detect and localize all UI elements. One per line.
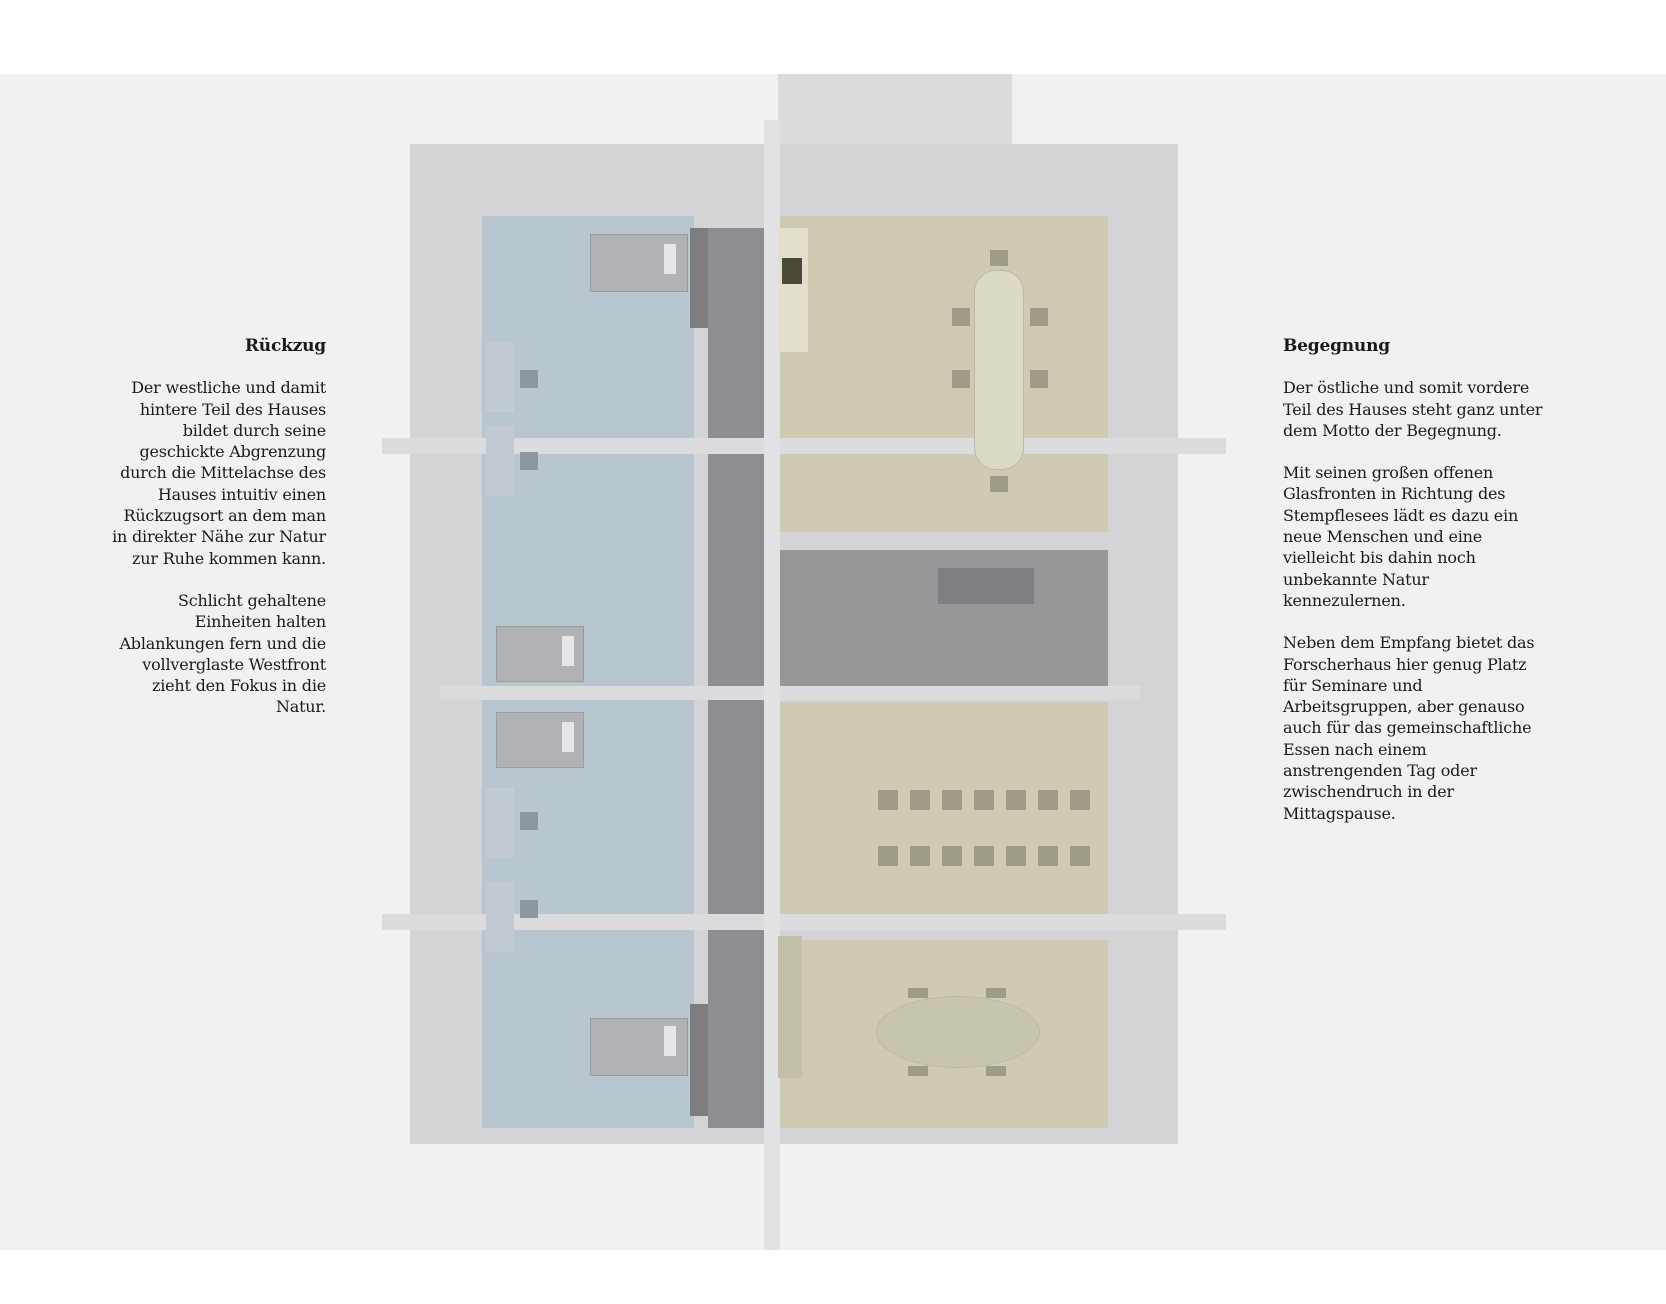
desk-3 <box>486 788 514 858</box>
chair-east-1 <box>990 250 1008 266</box>
seminar-seating <box>878 790 1092 874</box>
left-title: Rückzug <box>244 336 326 356</box>
pillow-2 <box>562 636 574 666</box>
kitchen-appliance <box>782 258 802 284</box>
wardrobe-north <box>690 228 708 328</box>
right-title: Begegnung <box>1283 336 1390 356</box>
dining-sideboard <box>778 936 802 1078</box>
entrance-block <box>778 74 1012 154</box>
chair-west-4 <box>520 900 538 918</box>
chair-west-2 <box>520 452 538 470</box>
central-corridor <box>708 228 764 1128</box>
cross-axis-middle <box>440 686 1140 700</box>
chair-dining-3 <box>908 1066 928 1076</box>
chair-west-3 <box>520 812 538 830</box>
pillow-4 <box>664 1026 676 1056</box>
chair-east-2 <box>952 308 970 326</box>
pillow-3 <box>562 722 574 752</box>
chair-dining-4 <box>986 1066 1006 1076</box>
chair-dining-2 <box>986 988 1006 998</box>
kitchen-counter <box>778 228 808 352</box>
conference-table <box>974 270 1024 470</box>
right-paragraph-1: Der östliche und somit vordere Teil des Hauses steht ganz unter dem Motto der Begegnung. <box>1283 378 1543 440</box>
right-text-column <box>1283 336 1543 845</box>
right-paragraph-2: Mit seinen großen offenen Glasfronten in Richtung des Stempflesees lädt es dazu ein neue Menschen und eine vielleicht bis dahin noch unbekannte Natur kennezulernen. <box>1283 463 1519 610</box>
chair-east-5 <box>1030 370 1048 388</box>
east-wing-area-north <box>778 216 1108 532</box>
chair-west-1 <box>520 370 538 388</box>
right-paragraph-3: Neben dem Empfang bietet das Forscherhaus hier genug Platz für Seminare und Arbeitsgruppen, aber genauso auch für das gemeinschaftliche Essen nach einem anstrengenden Tag oder zwischendruch in der Mittagspause. <box>1283 633 1535 823</box>
chair-dining-1 <box>908 988 928 998</box>
chair-east-4 <box>952 370 970 388</box>
desk-2 <box>486 426 514 496</box>
pillow-1 <box>664 244 676 274</box>
desk-1 <box>486 342 514 412</box>
desk-4 <box>486 882 514 952</box>
chair-east-6 <box>990 476 1008 492</box>
dining-table <box>876 996 1040 1068</box>
reception-desk <box>938 568 1034 604</box>
left-text-column <box>112 336 326 739</box>
chair-east-3 <box>1030 308 1048 326</box>
left-paragraph-2: Schlicht gehaltene Einheiten halten Ablankungen fern und die vollverglaste Westfront zieht den Fokus in die Natur. <box>119 590 326 717</box>
left-paragraph-1: Der westliche und damit hintere Teil des Hauses bildet durch seine geschickte Abgrenzung durch die Mittelachse des Hauses intuitiv einen Rückzugsort an dem man in direkter Nähe zur Natur zur Ruhe kommen kann. <box>112 378 326 568</box>
wardrobe-south <box>690 1004 708 1116</box>
